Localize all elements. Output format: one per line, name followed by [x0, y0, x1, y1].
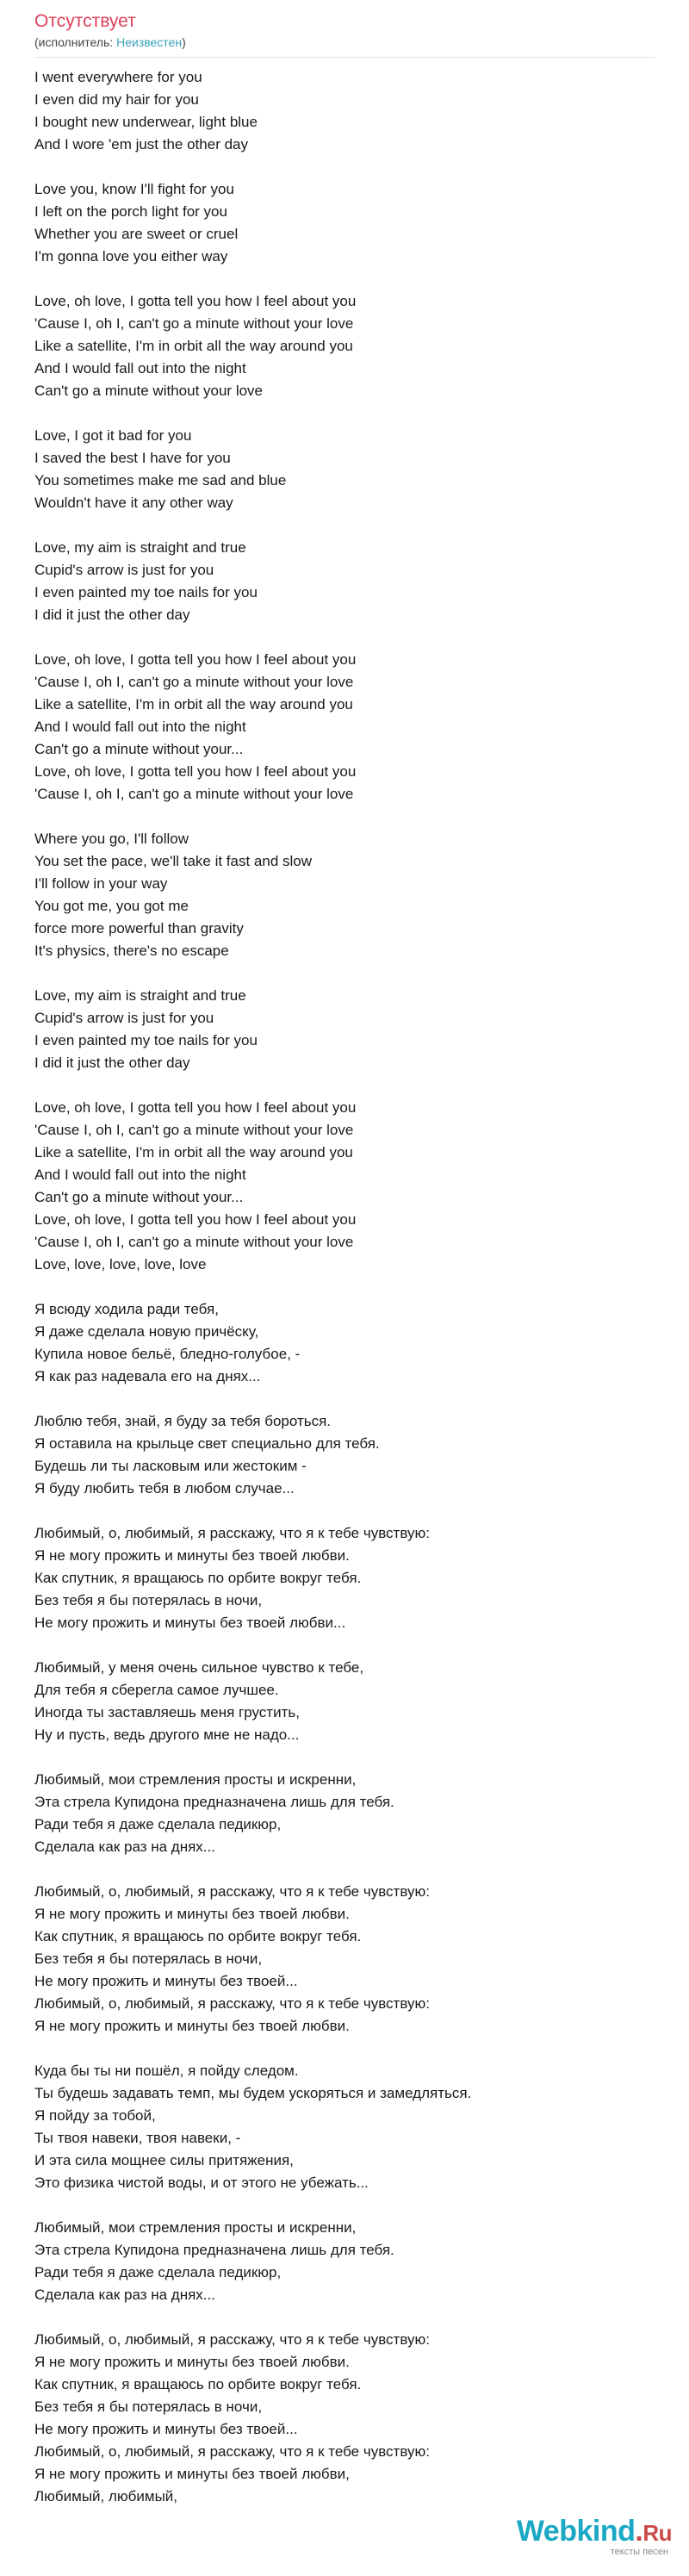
lyric-line: Я даже сделала новую причёску, — [34, 1323, 259, 1340]
logo-tld: Ru — [642, 2520, 672, 2546]
lyric-line: Ну и пусть, ведь другого мне не надо... — [34, 1727, 300, 1743]
lyric-line: Я пойду за тобой, — [34, 2107, 156, 2124]
lyrics-stanza — [34, 178, 655, 268]
logo-wordmark — [517, 2516, 672, 2548]
lyrics-stanza — [34, 66, 655, 156]
lyrics-stanza — [34, 649, 655, 806]
lyric-line: Я не могу прожить и минуты без твоей любви. — [34, 2018, 350, 2034]
lyric-line: You sometimes make me sad and blue — [34, 472, 287, 488]
lyric-line: Как спутник, я вращаюсь по орбите вокруг тебя. — [34, 2376, 362, 2392]
lyric-line: Любимый, любимый, — [34, 2488, 178, 2504]
lyric-line: I even painted my toe nails for you — [34, 1032, 258, 1048]
lyric-line: Я не могу прожить и минуты без твоей любви. — [34, 2354, 350, 2370]
lyric-line: I saved the best I have for you — [34, 450, 231, 466]
lyrics-stanza — [34, 2329, 655, 2508]
lyric-line: Эта стрела Купидона предназначена лишь для тебя. — [34, 2242, 394, 2258]
lyric-line: Любимый, у меня очень сильное чувство к тебе, — [34, 1659, 364, 1676]
lyric-line: Сделала как раз на днях... — [34, 2287, 215, 2303]
lyric-line: Cupid's arrow is just for you — [34, 562, 214, 578]
lyrics-stanza — [34, 1298, 655, 1388]
lyrics-stanza — [34, 290, 655, 402]
lyric-line: Cupid's arrow is just for you — [34, 1010, 214, 1026]
page-header — [0, 0, 689, 50]
lyric-line: Люблю тебя, знай, я буду за тебя бороться. — [34, 1413, 332, 1429]
lyric-line: Ты твоя навеки, твоя навеки, - — [34, 2130, 241, 2146]
lyric-line: Любимый, о, любимый, я расскажу, что я к тебе чувствую: — [34, 1883, 430, 1900]
lyric-line: Ты будешь задавать темп, мы будем ускоряться и замедляться. — [34, 2085, 472, 2101]
lyric-line: Куда бы ты ни пошёл, я пойду следом. — [34, 2063, 299, 2079]
lyric-line: And I wore 'em just the other day — [34, 136, 248, 152]
lyric-line: Like a satellite, I'm in orbit all the way around you — [34, 1144, 353, 1160]
lyric-line: Я не могу прожить и минуты без твоей любви. — [34, 1547, 350, 1564]
lyric-line: Love, oh love, I gotta tell you how I feel about you — [34, 651, 357, 668]
lyrics-stanza — [34, 2060, 655, 2194]
lyric-line: Я всюду ходила ради тебя, — [34, 1301, 219, 1317]
artist-suffix: ) — [182, 35, 186, 49]
lyric-line: Любимый, о, любимый, я расскажу, что я к тебе чувствую: — [34, 2331, 430, 2348]
lyrics-stanza — [34, 828, 655, 962]
lyric-line: Купила новое бельё, бледно-голубое, - — [34, 1346, 301, 1362]
lyric-line: Love, oh love, I gotta tell you how I feel about you — [34, 1211, 357, 1228]
lyric-line: Love, my aim is straight and true — [34, 987, 246, 1004]
logo-main-text: Webkind — [516, 2515, 636, 2548]
site-logo[interactable] — [517, 2516, 672, 2557]
lyric-line: Иногда ты заставляешь меня грустить, — [34, 1704, 300, 1720]
lyric-line: Без тебя я бы потерялась в ночи, — [34, 2399, 263, 2415]
lyric-line: Can't go a minute without your love — [34, 383, 264, 399]
lyric-line: Эта стрела Купидона предназначена лишь для тебя. — [34, 1794, 394, 1810]
lyrics-stanza — [34, 985, 655, 1074]
lyric-line: Я как раз надевала его на днях... — [34, 1368, 261, 1384]
lyric-line: And I would fall out into the night — [34, 1167, 246, 1183]
lyric-line: Я оставила на крыльце свет специально для тебя. — [34, 1435, 380, 1452]
lyrics-stanza — [34, 1657, 655, 1746]
lyric-line: It's physics, there's no escape — [34, 943, 229, 959]
lyric-line: You set the pace, we'll take it fast and slow — [34, 853, 313, 869]
song-title: Отсутствует — [34, 11, 136, 31]
lyrics-stanza — [34, 537, 655, 626]
lyric-line: And I would fall out into the night — [34, 360, 246, 376]
lyrics-stanza — [34, 1522, 655, 1634]
lyric-line: Без тебя я бы потерялась в ночи, — [34, 1592, 263, 1608]
lyric-line: I left on the porch light for you — [34, 203, 227, 220]
logo-tagline: тексты песен — [610, 2547, 668, 2557]
lyric-line: Like a satellite, I'm in orbit all the way around you — [34, 696, 353, 712]
lyric-line: I even painted my toe nails for you — [34, 584, 258, 600]
artist-prefix: (исполнитель: — [34, 35, 117, 49]
lyric-line: Любимый, мои стремления просты и искренни, — [34, 2219, 357, 2236]
lyric-line: Я не могу прожить и минуты без твоей любви, — [34, 2466, 350, 2482]
lyric-line: 'Cause I, oh I, can't go a minute without your love — [34, 786, 354, 802]
lyric-line: Сделала как раз на днях... — [34, 1839, 215, 1855]
lyric-line: Can't go a minute without your... — [34, 1189, 244, 1205]
lyric-line: I did it just the other day — [34, 607, 190, 623]
lyric-line: 'Cause I, oh I, can't go a minute without your love — [34, 315, 354, 332]
lyric-line: Ради тебя я даже сделала педикюр, — [34, 2264, 282, 2280]
lyric-line: Как спутник, я вращаюсь по орбите вокруг тебя. — [34, 1570, 362, 1586]
lyric-line: Не могу прожить и минуты без твоей любви... — [34, 1615, 346, 1631]
lyric-line: 'Cause I, oh I, can't go a minute without your love — [34, 1234, 354, 1250]
lyric-line: Whether you are sweet or cruel — [34, 226, 239, 242]
lyric-line: I bought new underwear, light blue — [34, 114, 258, 130]
lyric-line: Ради тебя я даже сделала педикюр, — [34, 1816, 282, 1832]
lyric-line: Like a satellite, I'm in orbit all the way around you — [34, 338, 353, 354]
lyric-line: Love, oh love, I gotta tell you how I feel about you — [34, 293, 357, 309]
lyric-line: Я не могу прожить и минуты без твоей любви. — [34, 1906, 350, 1922]
lyric-line: force more powerful than gravity — [34, 920, 244, 936]
lyric-line: Where you go, I'll follow — [34, 831, 189, 847]
lyrics-stanza — [34, 2217, 655, 2306]
lyric-line: 'Cause I, oh I, can't go a minute without your love — [34, 1122, 354, 1138]
lyric-line: Я буду любить тебя в любом случае... — [34, 1480, 295, 1496]
lyric-line: Не могу прожить и минуты без твоей... — [34, 2421, 298, 2437]
lyric-line: Без тебя я бы потерялась в ночи, — [34, 1951, 263, 1967]
lyric-line: Как спутник, я вращаюсь по орбите вокруг тебя. — [34, 1928, 362, 1944]
lyrics-stanza — [34, 1097, 655, 1276]
lyric-line: Любимый, мои стремления просты и искренни, — [34, 1771, 357, 1788]
lyric-line: Love, my aim is straight and true — [34, 539, 246, 556]
artist-link[interactable]: Неизвестен — [116, 35, 183, 49]
lyrics-stanza — [34, 1881, 655, 2038]
lyric-line: Будешь ли ты ласковым или жестоким - — [34, 1458, 307, 1474]
lyric-line: Love, love, love, love, love — [34, 1256, 207, 1272]
lyric-line: I'm gonna love you either way — [34, 248, 228, 264]
artist-line — [34, 34, 655, 50]
lyric-line: And I would fall out into the night — [34, 719, 246, 735]
lyric-line: Love, oh love, I gotta tell you how I feel about you — [34, 763, 357, 780]
lyric-line: You got me, you got me — [34, 898, 189, 914]
lyric-line: Love, oh love, I gotta tell you how I feel about you — [34, 1099, 357, 1116]
lyrics-stanza — [34, 425, 655, 514]
lyric-line: Wouldn't have it any other way — [34, 495, 233, 511]
lyric-line: Не могу прожить и минуты без твоей... — [34, 1973, 298, 1989]
lyric-line: Can't go a minute without your... — [34, 741, 244, 757]
lyric-line: Love you, know I'll fight for you — [34, 181, 234, 197]
lyric-line: 'Cause I, oh I, can't go a minute without your love — [34, 674, 354, 690]
lyric-line: Любимый, о, любимый, я расскажу, что я к тебе чувствую: — [34, 1525, 430, 1541]
logo-dot: . — [635, 2515, 643, 2548]
lyric-line: Love, I got it bad for you — [34, 427, 192, 444]
lyric-line: Для тебя я сберегла самое лучшее. — [34, 1682, 279, 1698]
lyrics-stanza — [34, 1410, 655, 1500]
lyric-line: И эта сила мощнее силы притяжения, — [34, 2152, 294, 2168]
lyric-line: Это физика чистой воды, и от этого не убежать... — [34, 2175, 369, 2191]
lyrics-body — [0, 58, 689, 2508]
lyric-line: I went everywhere for you — [34, 69, 202, 85]
lyric-line: Любимый, о, любимый, я расскажу, что я к тебе чувствую: — [34, 1995, 430, 2012]
lyric-line: I even did my hair for you — [34, 91, 199, 108]
lyric-line: Любимый, о, любимый, я расскажу, что я к тебе чувствую: — [34, 2443, 430, 2460]
lyric-line: I'll follow in your way — [34, 875, 168, 892]
lyric-line: I did it just the other day — [34, 1055, 190, 1071]
lyrics-stanza — [34, 1769, 655, 1858]
